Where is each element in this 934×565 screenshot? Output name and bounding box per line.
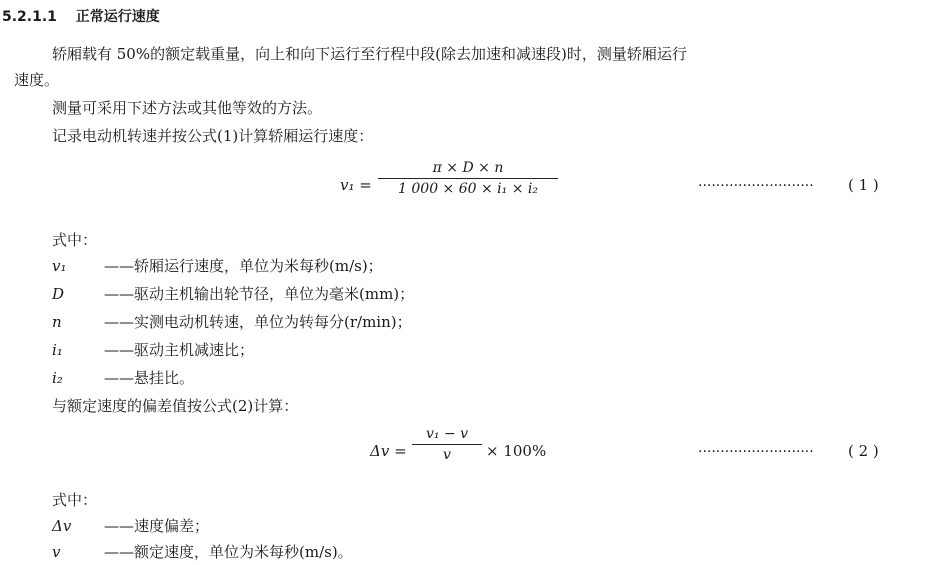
- legend-description: ——额定速度，单位为米每秒(m/s)。: [104, 543, 353, 561]
- formula-1-number: ( 1 ): [848, 176, 879, 194]
- legend-1-row-1: [52, 284, 414, 304]
- paragraph-3: 记录电动机转速并按公式(1)计算轿厢运行速度：: [52, 127, 374, 145]
- legend-description: ——实测电动机转速，单位为转每分(r/min)；: [104, 313, 412, 331]
- legend-symbol: D: [52, 285, 65, 303]
- formula-2-numerator: v₁ − v: [412, 426, 482, 445]
- legend-description: ——悬挂比。: [104, 369, 195, 387]
- formula-1-fraction: [378, 160, 558, 197]
- legend-symbol: Δv: [52, 517, 72, 535]
- legend-description: ——轿厢运行速度，单位为米每秒(m/s)；: [104, 257, 383, 275]
- where-label-1: 式中：: [52, 231, 98, 249]
- legend-symbol: v: [52, 543, 61, 561]
- legend-2-row-0: [52, 516, 209, 536]
- paragraph-1-line-2: 速度。: [14, 71, 60, 89]
- where-label-2: 式中：: [52, 491, 98, 509]
- legend-description: ——速度偏差；: [104, 517, 210, 535]
- section-number: 5.2.1.1: [2, 9, 57, 25]
- formula-2-fraction: [412, 426, 482, 463]
- formula-1-numerator: π × D × n: [378, 160, 558, 179]
- paragraph-4: 与额定速度的偏差值按公式(2)计算：: [52, 397, 299, 415]
- legend-1-row-0: [52, 256, 383, 276]
- paragraph-2: 测量可采用下述方法或其他等效的方法。: [52, 99, 323, 117]
- legend-symbol: v₁: [52, 257, 67, 275]
- formula-1-lhs: v₁ =: [340, 176, 372, 194]
- formula-2-lhs: Δv =: [370, 442, 407, 460]
- legend-2-row-1: [52, 542, 353, 562]
- legend-1-row-2: [52, 312, 412, 332]
- section-title: 正常运行速度: [75, 9, 160, 25]
- section-heading: [2, 6, 160, 26]
- formula-1-leader-dots: ··························: [698, 178, 814, 194]
- formula-2-number: ( 2 ): [848, 442, 879, 460]
- formula-2-leader-dots: ··························: [698, 444, 814, 460]
- formula-2-denominator: v: [443, 447, 451, 463]
- legend-symbol: n: [52, 313, 62, 331]
- legend-description: ——驱动主机输出轮节径，单位为毫米(mm)；: [104, 285, 415, 303]
- paragraph-1-line-1: 轿厢载有 50%的额定载重量，向上和向下运行至行程中段(除去加速和减速段)时，测量轿厢运行: [52, 45, 687, 63]
- legend-description: ——驱动主机减速比；: [104, 341, 255, 359]
- legend-symbol: i₁: [52, 341, 63, 359]
- legend-symbol: i₂: [52, 369, 63, 387]
- legend-1-row-3: [52, 340, 254, 360]
- formula-1-denominator: 1 000 × 60 × i₁ × i₂: [398, 181, 538, 197]
- legend-1-row-4: [52, 368, 194, 388]
- formula-2-tail: × 100%: [486, 442, 547, 460]
